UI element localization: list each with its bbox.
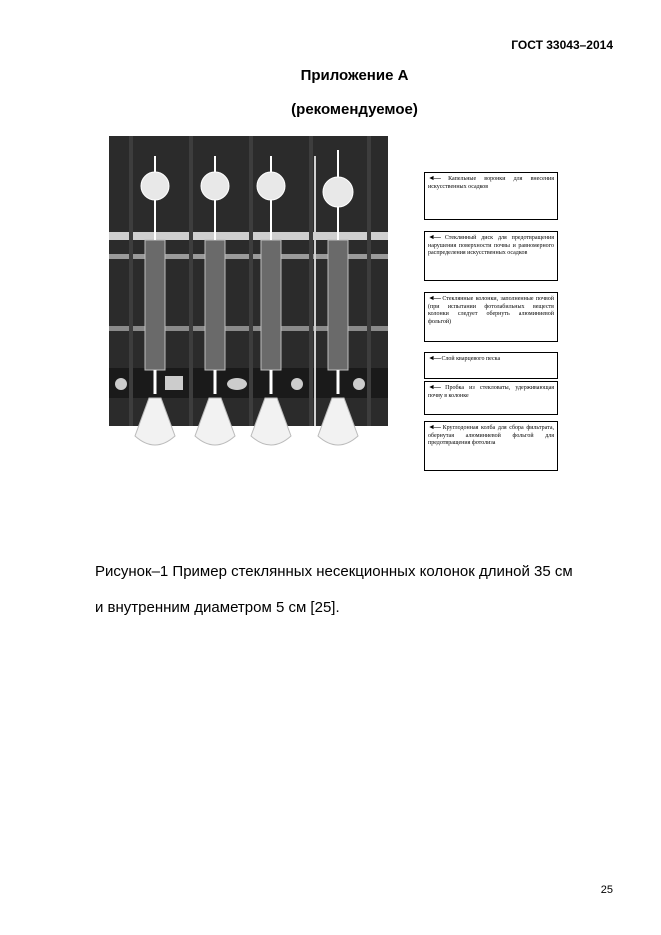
callout-quartz-sand <box>424 352 558 379</box>
callout-text: Круглодонная колба для сбора фильтрата, обернутая алюминиевой фольгой для предотвращения фотолиза <box>428 425 554 446</box>
page-number: 25 <box>600 884 613 896</box>
arrow-left-icon: ◄— <box>428 233 440 241</box>
arrow-left-icon: ◄— <box>428 423 440 431</box>
document-code: ГОСТ 33043–2014 <box>511 38 613 52</box>
figure-caption <box>95 554 615 626</box>
arrow-left-icon: ◄— <box>428 354 440 362</box>
caption-line-1: Рисунок–1 Пример стеклянных несекционных колонок длиной 35 см <box>95 563 573 580</box>
callout-dropping-funnels <box>424 172 558 220</box>
arrow-left-icon: ◄— <box>428 294 440 302</box>
arrow-left-icon: ◄— <box>428 383 440 391</box>
callout-soil-columns <box>424 292 558 342</box>
caption-line-2: и внутренним диаметром 5 см [25]. <box>95 599 340 616</box>
callout-collection-flask <box>424 421 558 471</box>
callout-text: Слой кварцевого песка <box>441 356 501 362</box>
appendix-subtitle: (рекомендуемое) <box>291 101 418 118</box>
column-apparatus-photo <box>109 136 388 463</box>
callout-text: Стеклянные колонки, заполненные почвой (при испытании фотолабильных веществ колонки следует обернуть алюминиевой фольгой) <box>428 296 554 325</box>
callout-text: Пробка из стекловаты, удерживающая почву в колонке <box>428 385 554 399</box>
callout-text: Стеклянный диск для предотвращения нарушения поверхности почвы и равномерного распределения искусственных осадков <box>428 235 555 256</box>
callout-glass-disc <box>424 231 558 281</box>
appendix-title: Приложение А <box>300 67 409 84</box>
callout-glass-wool-plug <box>424 381 558 415</box>
arrow-left-icon: ◄— <box>428 174 440 182</box>
callout-text: Капельные воронки для внесения искусственных осадков <box>428 176 555 190</box>
